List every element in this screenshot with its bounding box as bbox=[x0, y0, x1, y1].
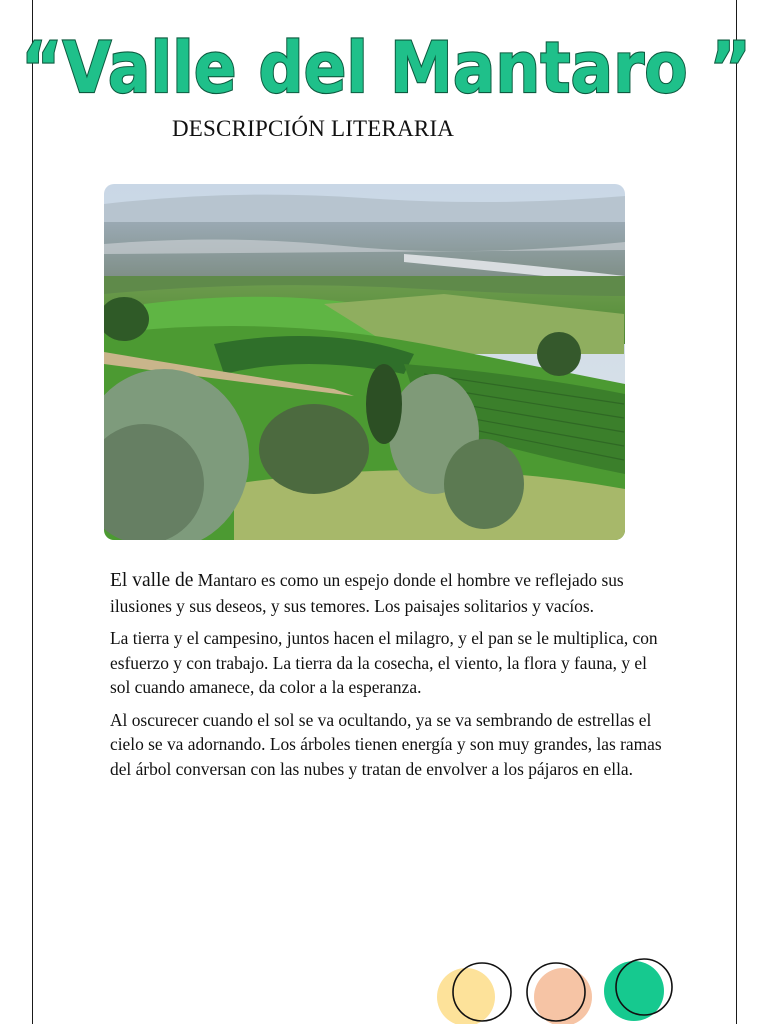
decorative-circles bbox=[430, 955, 690, 1024]
page-title bbox=[0, 14, 768, 124]
paragraph-1-rest: Mantaro es como un espejo donde el hombre ve reflejado sus ilusiones y sus deseos, y sus temores. Los paisajes solitarios y vacíos. bbox=[110, 570, 624, 616]
valley-landscape-photo bbox=[104, 184, 625, 540]
paragraph-1 bbox=[110, 568, 670, 618]
page-border-right bbox=[736, 0, 737, 1024]
paragraph-2: La tierra y el campesino, juntos hacen el milagro, y el pan se le multiplica, con esfuerzo y con trabajo. La tierra da la cosecha, el viento, la flora y fauna, y el sol cuando amanece, da color a la esperanza. bbox=[110, 628, 658, 697]
literary-description-text bbox=[110, 568, 670, 789]
subtitle: DESCRIPCIÓN LITERARIA bbox=[172, 116, 455, 141]
peach-circle-fill bbox=[534, 968, 592, 1024]
page-border-left bbox=[32, 0, 33, 1024]
paragraph-1-lead: El valle de bbox=[110, 570, 194, 591]
paragraph-3: Al oscurecer cuando el sol se va ocultando, ya se va sembrando de estrellas el cielo se va adornando. Los árboles tienen energía y son muy grandes, las ramas del árbol conversan con las nubes y tratan de envolver a los pájaros en ella. bbox=[110, 709, 662, 779]
title-text: “Valle del Mantaro ” bbox=[21, 27, 751, 109]
